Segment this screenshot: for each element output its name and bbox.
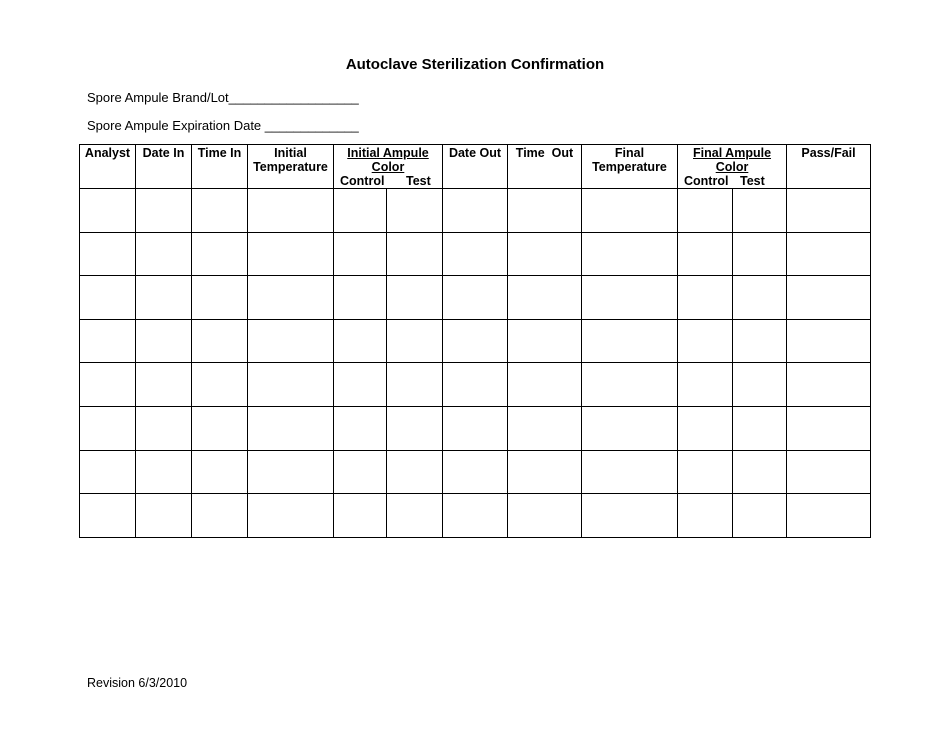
cell-final-control[interactable] <box>678 319 733 363</box>
cell-date-out[interactable] <box>443 494 508 538</box>
cell-initial-temperature[interactable] <box>248 406 334 450</box>
cell-analyst[interactable] <box>80 232 136 276</box>
cell-date-in[interactable] <box>136 494 192 538</box>
log-body <box>80 189 871 538</box>
cell-time-out[interactable] <box>508 450 582 494</box>
table-row <box>80 232 871 276</box>
cell-initial-control[interactable] <box>334 363 387 407</box>
cell-analyst[interactable] <box>80 450 136 494</box>
cell-initial-test[interactable] <box>387 189 443 233</box>
cell-initial-control[interactable] <box>334 494 387 538</box>
cell-time-in[interactable] <box>192 363 248 407</box>
table-row <box>80 189 871 233</box>
cell-initial-control[interactable] <box>334 450 387 494</box>
cell-time-in[interactable] <box>192 450 248 494</box>
cell-time-in[interactable] <box>192 494 248 538</box>
header-row <box>80 145 871 189</box>
cell-pass-fail[interactable] <box>787 319 871 363</box>
cell-date-in[interactable] <box>136 189 192 233</box>
cell-analyst[interactable] <box>80 363 136 407</box>
cell-final-test[interactable] <box>733 494 787 538</box>
header-date-out: Date Out <box>443 145 508 189</box>
cell-date-out[interactable] <box>443 319 508 363</box>
header-initial-temperature: Initial Temperature <box>248 145 334 189</box>
header-pass-fail: Pass/Fail <box>787 145 871 189</box>
cell-initial-temperature[interactable] <box>248 319 334 363</box>
initial-test-label: Test <box>406 174 431 188</box>
cell-time-out[interactable] <box>508 406 582 450</box>
cell-date-in[interactable] <box>136 406 192 450</box>
cell-final-test[interactable] <box>733 406 787 450</box>
cell-final-temperature[interactable] <box>582 276 678 320</box>
cell-pass-fail[interactable] <box>787 276 871 320</box>
spore-expiration-field[interactable]: Spore Ampule Expiration Date _____________ <box>87 118 359 133</box>
sterilization-log-table <box>79 144 871 538</box>
cell-final-temperature[interactable] <box>582 232 678 276</box>
table-row <box>80 450 871 494</box>
initial-color-label: Color <box>371 160 405 174</box>
cell-initial-test[interactable] <box>387 276 443 320</box>
cell-time-out[interactable] <box>508 319 582 363</box>
cell-final-control[interactable] <box>678 189 733 233</box>
cell-pass-fail[interactable] <box>787 406 871 450</box>
cell-final-temperature[interactable] <box>582 406 678 450</box>
cell-analyst[interactable] <box>80 276 136 320</box>
cell-final-control[interactable] <box>678 232 733 276</box>
cell-final-temperature[interactable] <box>582 189 678 233</box>
header-initial-ampule-color <box>334 145 443 189</box>
table-row <box>80 494 871 538</box>
cell-initial-control[interactable] <box>334 406 387 450</box>
cell-date-in[interactable] <box>136 319 192 363</box>
cell-analyst[interactable] <box>80 494 136 538</box>
cell-final-test[interactable] <box>733 232 787 276</box>
table-row <box>80 363 871 407</box>
cell-analyst[interactable] <box>80 189 136 233</box>
cell-pass-fail[interactable] <box>787 232 871 276</box>
cell-pass-fail[interactable] <box>787 494 871 538</box>
cell-time-out[interactable] <box>508 363 582 407</box>
header-final-temperature: Final Temperature <box>582 145 678 189</box>
cell-initial-temperature[interactable] <box>248 494 334 538</box>
cell-final-control[interactable] <box>678 406 733 450</box>
cell-initial-test[interactable] <box>387 319 443 363</box>
cell-pass-fail[interactable] <box>787 189 871 233</box>
cell-final-test[interactable] <box>733 450 787 494</box>
cell-initial-test[interactable] <box>387 494 443 538</box>
cell-final-control[interactable] <box>678 276 733 320</box>
initial-ampule-label: Initial Ampule <box>347 146 429 160</box>
cell-final-test[interactable] <box>733 319 787 363</box>
header-time-out: Time Out <box>508 145 582 189</box>
final-control-label: Control <box>684 174 729 188</box>
cell-final-temperature[interactable] <box>582 494 678 538</box>
final-test-label: Test <box>740 174 765 188</box>
cell-date-out[interactable] <box>443 406 508 450</box>
table-row <box>80 276 871 320</box>
header-date-in: Date In <box>136 145 192 189</box>
cell-final-temperature[interactable] <box>582 319 678 363</box>
cell-final-test[interactable] <box>733 276 787 320</box>
cell-initial-test[interactable] <box>387 363 443 407</box>
cell-pass-fail[interactable] <box>787 450 871 494</box>
cell-pass-fail[interactable] <box>787 363 871 407</box>
cell-date-out[interactable] <box>443 276 508 320</box>
page-title: Autoclave Sterilization Confirmation <box>345 56 605 73</box>
cell-analyst[interactable] <box>80 319 136 363</box>
cell-date-out[interactable] <box>443 189 508 233</box>
cell-final-control[interactable] <box>678 494 733 538</box>
cell-time-in[interactable] <box>192 406 248 450</box>
cell-date-in[interactable] <box>136 276 192 320</box>
table-row <box>80 406 871 450</box>
cell-analyst[interactable] <box>80 406 136 450</box>
cell-initial-temperature[interactable] <box>248 363 334 407</box>
cell-time-in[interactable] <box>192 232 248 276</box>
header-final-ampule-color <box>678 145 787 189</box>
cell-date-in[interactable] <box>136 363 192 407</box>
header-analyst: Analyst <box>80 145 136 189</box>
cell-final-control[interactable] <box>678 363 733 407</box>
header-time-in: Time In <box>192 145 248 189</box>
cell-initial-control[interactable] <box>334 276 387 320</box>
cell-date-out[interactable] <box>443 450 508 494</box>
cell-time-in[interactable] <box>192 189 248 233</box>
cell-initial-control[interactable] <box>334 319 387 363</box>
spore-brand-lot-field[interactable]: Spore Ampule Brand/Lot__________________ <box>87 90 359 105</box>
initial-control-label: Control <box>340 174 385 188</box>
table-row <box>80 319 871 363</box>
cell-final-test[interactable] <box>733 363 787 407</box>
cell-final-test[interactable] <box>733 189 787 233</box>
cell-date-in[interactable] <box>136 450 192 494</box>
cell-initial-control[interactable] <box>334 232 387 276</box>
cell-initial-test[interactable] <box>387 232 443 276</box>
cell-time-in[interactable] <box>192 276 248 320</box>
revision-note: Revision 6/3/2010 <box>87 676 188 690</box>
cell-time-out[interactable] <box>508 232 582 276</box>
cell-initial-control[interactable] <box>334 189 387 233</box>
cell-initial-temperature[interactable] <box>248 276 334 320</box>
cell-final-temperature[interactable] <box>582 363 678 407</box>
cell-initial-temperature[interactable] <box>248 450 334 494</box>
cell-initial-test[interactable] <box>387 406 443 450</box>
final-ampule-label: Final Ampule <box>693 146 772 160</box>
cell-date-out[interactable] <box>443 232 508 276</box>
final-color-label: Color <box>715 160 749 174</box>
cell-final-temperature[interactable] <box>582 450 678 494</box>
cell-date-out[interactable] <box>443 363 508 407</box>
cell-time-out[interactable] <box>508 276 582 320</box>
cell-time-out[interactable] <box>508 494 582 538</box>
cell-initial-test[interactable] <box>387 450 443 494</box>
cell-time-in[interactable] <box>192 319 248 363</box>
cell-initial-temperature[interactable] <box>248 232 334 276</box>
cell-initial-temperature[interactable] <box>248 189 334 233</box>
cell-time-out[interactable] <box>508 189 582 233</box>
cell-date-in[interactable] <box>136 232 192 276</box>
cell-final-control[interactable] <box>678 450 733 494</box>
